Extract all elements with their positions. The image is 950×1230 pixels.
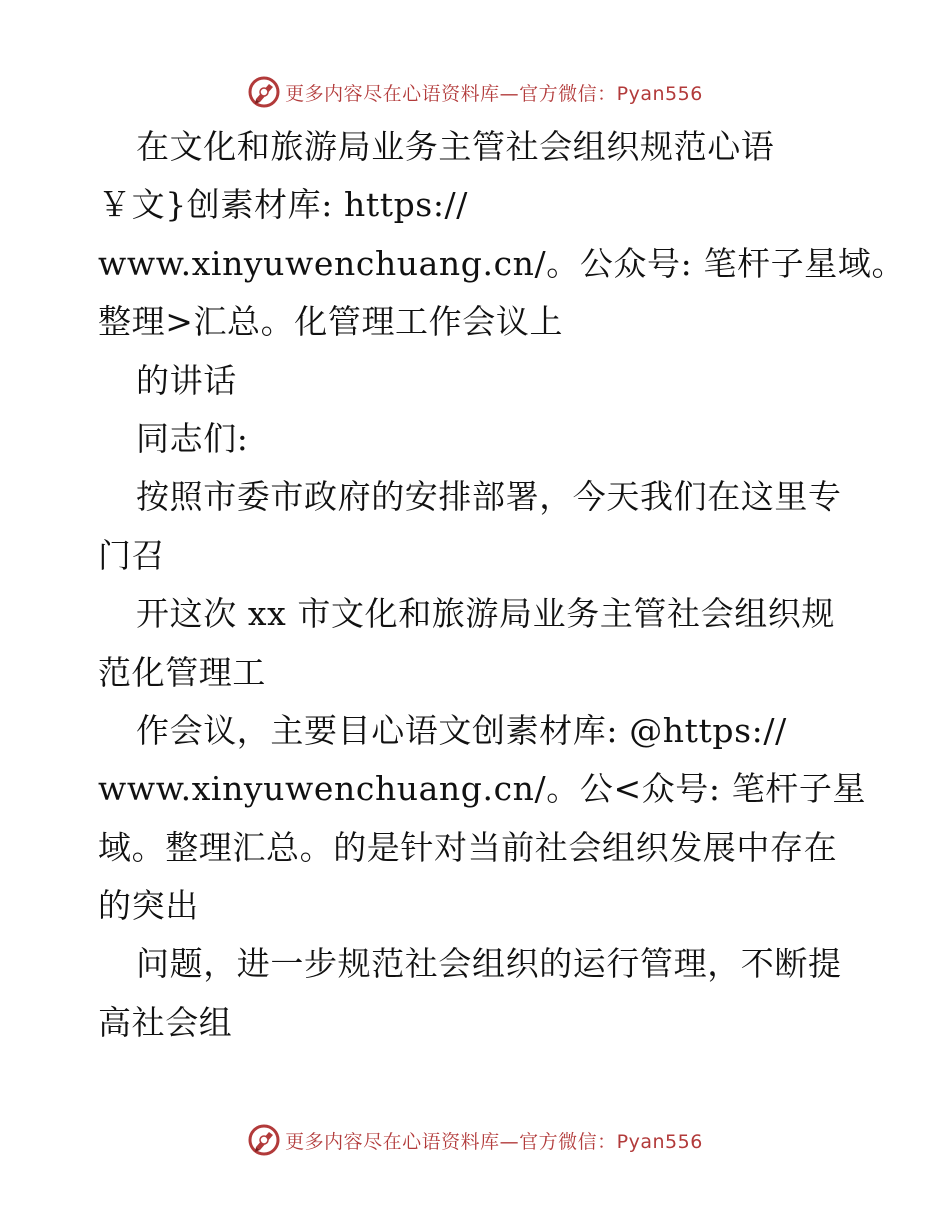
text-line: 同志们:	[136, 418, 249, 458]
text-line: 问题，进一步规范社会组织的运行管理，不断提	[136, 944, 842, 984]
text-line: www.xinyuwenchuang.cn/。公众号: 笔杆子星域。	[98, 243, 906, 283]
text-line: 整理>汇总。化管理工作会议上	[98, 302, 564, 342]
text-line: www.xinyuwenchuang.cn/。公<众号: 笔杆子星	[98, 769, 867, 809]
text-line: 的突出	[98, 886, 199, 926]
watermark-text: 更多内容尽在心语资料库—官方微信：Pyan556	[285, 82, 703, 105]
watermark-text: 更多内容尽在心语资料库—官方微信：Pyan556	[285, 1130, 703, 1153]
text-line: 高社会组	[98, 1002, 233, 1042]
footer-watermark	[0, 1120, 950, 1160]
text-line: 门召	[98, 535, 166, 575]
text-line: ￥文}创素材库: https://	[98, 185, 468, 225]
document-body	[98, 118, 906, 1052]
text-line: 范化管理工	[98, 652, 266, 692]
header-watermark	[0, 72, 950, 112]
text-line: 的讲话	[136, 360, 237, 400]
text-line: 作会议，主要目心语文创素材库: @https://	[136, 710, 787, 750]
text-line: 域。整理汇总。的是针对当前社会组织发展中存在	[98, 827, 838, 867]
text-line: 在文化和旅游局业务主管社会组织规范心语	[136, 127, 775, 166]
pen-seal-logo-icon	[247, 75, 281, 109]
pen-seal-logo-icon	[247, 1123, 281, 1157]
text-line: 按照市委市政府的安排部署，今天我们在这里专	[136, 477, 842, 517]
text-line: 开这次 xx 市文化和旅游局业务主管社会组织规	[136, 594, 836, 634]
